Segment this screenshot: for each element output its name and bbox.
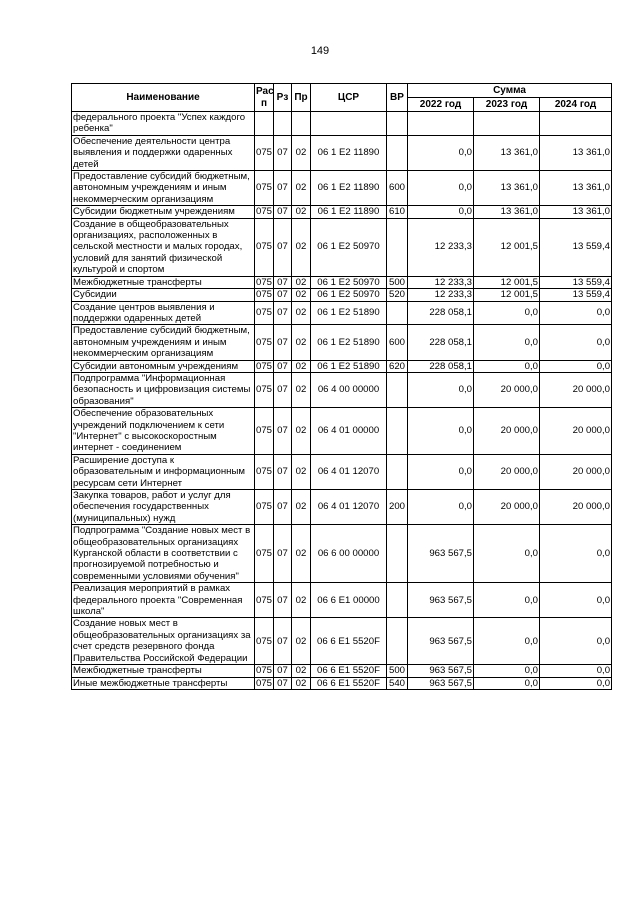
row-csr: 06 4 01 12070: [311, 490, 387, 525]
row-pr: 02: [292, 454, 311, 489]
row-rz: 07: [274, 618, 292, 665]
header-sum: Сумма: [408, 84, 612, 98]
row-name: Обеспечение деятельности центра выявления и поддержки одаренных детей: [72, 135, 255, 170]
row-csr: 06 4 01 12070: [311, 454, 387, 489]
row-name: Предоставление субсидий бюджетным, автономным учреждениям и иным некоммерческим организациям: [72, 171, 255, 206]
row-sum-2023: [474, 112, 540, 136]
row-pr: 02: [292, 325, 311, 360]
row-vr: [387, 135, 408, 170]
row-csr: 06 1 E2 50970: [311, 276, 387, 288]
row-sum-2022: 0,0: [408, 206, 474, 218]
row-pr: 02: [292, 665, 311, 677]
row-sum-2022: 228 058,1: [408, 325, 474, 360]
row-vr: [387, 454, 408, 489]
row-rz: 07: [274, 525, 292, 583]
row-rasp: 075: [255, 618, 274, 665]
row-sum-2022: 963 567,5: [408, 665, 474, 677]
row-name: Предоставление субсидий бюджетным, автономным учреждениям и иным некоммерческим организациям: [72, 325, 255, 360]
row-rz: 07: [274, 301, 292, 325]
table-row: [72, 525, 612, 583]
row-sum-2023: 0,0: [474, 301, 540, 325]
row-rz: 07: [274, 408, 292, 455]
row-sum-2024: [540, 112, 612, 136]
row-rz: 07: [274, 218, 292, 276]
row-name: Создание в общеобразовательных организациях, расположенных в сельской местности и малых городах, условий для занятий физической культурой и спортом: [72, 218, 255, 276]
row-rasp: 075: [255, 301, 274, 325]
table-row: [72, 583, 612, 618]
row-rasp: 075: [255, 583, 274, 618]
budget-table: [71, 83, 612, 690]
row-pr: 02: [292, 206, 311, 218]
table-row: [72, 372, 612, 407]
row-rasp: 075: [256, 677, 273, 689]
row-name: Субсидии бюджетным учреждениям: [72, 206, 255, 218]
row-name: Подпрограмма "Создание новых мест в общеобразовательных организациях Курганской области в соответствии с прогнозируемой потребностью и современными условиями обучения": [72, 525, 255, 583]
row-name: Субсидии: [72, 289, 255, 301]
row-rasp: 075: [255, 372, 274, 407]
row-pr: 02: [292, 218, 311, 276]
row-vr: 200: [387, 490, 408, 525]
row-vr: [387, 618, 408, 665]
row-pr: 02: [292, 490, 311, 525]
table-row: [72, 218, 612, 276]
row-sum-2024: 13 361,0: [540, 171, 612, 206]
row-csr: 06 1 E2 50970: [311, 218, 387, 276]
row-rasp: 075: [255, 325, 274, 360]
row-pr: 02: [292, 135, 311, 170]
row-sum-2022: 0,0: [408, 135, 474, 170]
row-vr: [387, 301, 408, 325]
row-sum-2023: 0,0: [474, 665, 540, 677]
row-sum-2022: 12 233,3: [408, 289, 474, 301]
row-rz: 07: [274, 490, 292, 525]
row-name: Межбюджетные трансферты: [72, 276, 255, 288]
row-pr: [292, 112, 311, 136]
row-csr: 06 6 E1 5520F: [311, 665, 387, 677]
table-row: [72, 171, 612, 206]
row-sum-2022: [408, 112, 474, 136]
row-pr: 02: [292, 289, 311, 301]
row-rz: 07: [274, 360, 292, 372]
row-sum-2024: 13 361,0: [540, 135, 612, 170]
header-year-2024: 2024 год: [540, 98, 612, 112]
row-rz: 07: [274, 677, 292, 689]
row-sum-2022: 12 233,3: [408, 276, 474, 288]
row-sum-2023: 13 361,0: [474, 206, 540, 218]
row-csr: 06 6 00 00000: [311, 525, 387, 583]
row-sum-2023: 20 000,0: [474, 372, 540, 407]
header-name: Наименование: [72, 84, 255, 112]
row-sum-2024: 20 000,0: [540, 372, 612, 407]
header-year-2022: 2022 год: [408, 98, 474, 112]
table-row: [72, 454, 612, 489]
row-vr: 600: [387, 325, 408, 360]
table-row: [72, 360, 612, 372]
row-csr: 06 4 01 00000: [311, 408, 387, 455]
row-pr: 02: [292, 171, 311, 206]
table-row: [72, 490, 612, 525]
row-rasp: [255, 112, 274, 136]
row-name: Расширение доступа к образовательным и информационным ресурсам сети Интернет: [72, 454, 255, 489]
row-sum-2022: 0,0: [408, 490, 474, 525]
row-sum-2022: 963 567,5: [408, 525, 474, 583]
row-vr: 540: [387, 677, 408, 689]
row-sum-2022: 0,0: [408, 171, 474, 206]
row-sum-2024: 13 559,4: [540, 276, 612, 288]
row-sum-2023: 0,0: [474, 525, 540, 583]
header-csr: ЦСР: [311, 84, 387, 112]
header-rz: Рз: [274, 84, 292, 112]
row-rz: 07: [274, 135, 292, 170]
row-sum-2024: 20 000,0: [540, 408, 612, 455]
row-vr: 620: [387, 360, 408, 372]
row-name: Межбюджетные трансферты: [72, 665, 255, 677]
row-pr: 02: [292, 583, 311, 618]
row-sum-2022: 963 567,5: [408, 618, 474, 665]
table-row: [72, 677, 612, 689]
row-csr: 06 1 E2 51890: [311, 325, 387, 360]
table-row: [72, 289, 612, 301]
row-csr: 06 6 E1 5520F: [311, 677, 387, 689]
row-sum-2022: 0,0: [408, 408, 474, 455]
row-sum-2023: 0,0: [474, 677, 540, 689]
row-sum-2022: 963 567,5: [408, 677, 474, 689]
row-csr: 06 1 E2 11890: [311, 206, 387, 218]
row-pr: 02: [292, 408, 311, 455]
row-rz: 07: [274, 372, 292, 407]
row-name: Создание новых мест в общеобразовательных организациях за счет средств резервного фонда Правительства Российской Федерации: [72, 618, 255, 665]
row-sum-2023: 13 361,0: [474, 171, 540, 206]
row-rasp: 075: [255, 171, 274, 206]
row-sum-2023: 20 000,0: [474, 408, 540, 455]
row-sum-2023: 13 361,0: [474, 135, 540, 170]
table-row: [72, 408, 612, 455]
row-sum-2024: 0,0: [540, 301, 612, 325]
row-rz: 07: [274, 325, 292, 360]
row-pr: 02: [292, 525, 311, 583]
row-sum-2022: 0,0: [408, 372, 474, 407]
row-csr: 06 1 E2 51890: [311, 360, 387, 372]
header-pr: Пр: [292, 84, 311, 112]
row-csr: 06 1 E2 11890: [311, 171, 387, 206]
table-row: [72, 112, 612, 136]
row-sum-2024: 0,0: [540, 677, 612, 689]
row-sum-2024: 13 559,4: [540, 289, 612, 301]
row-rasp: 075: [255, 490, 274, 525]
table-row: [72, 276, 612, 288]
row-rasp: 075: [255, 408, 274, 455]
row-sum-2023: 0,0: [474, 325, 540, 360]
row-sum-2023: 12 001,5: [474, 289, 540, 301]
header-year-2023: 2023 год: [474, 98, 540, 112]
row-vr: [387, 218, 408, 276]
row-sum-2024: 13 559,4: [540, 218, 612, 276]
row-rasp: 075: [256, 206, 273, 218]
row-csr: 06 1 E2 51890: [311, 301, 387, 325]
table-row: [72, 325, 612, 360]
row-name: Реализация мероприятий в рамках федерального проекта "Современная школа": [72, 583, 255, 618]
row-sum-2024: 20 000,0: [540, 490, 612, 525]
row-sum-2022: 228 058,1: [408, 301, 474, 325]
row-sum-2024: 20 000,0: [540, 454, 612, 489]
row-rasp: 075: [256, 665, 273, 677]
header-vr: ВР: [387, 84, 408, 112]
row-sum-2023: 0,0: [474, 360, 540, 372]
row-rz: 07: [274, 583, 292, 618]
row-rz: 07: [274, 665, 292, 677]
table-row: [72, 618, 612, 665]
row-pr: 02: [292, 677, 311, 689]
row-rz: [274, 112, 292, 136]
row-rasp: 075: [255, 525, 274, 583]
row-name: Подпрограмма "Информационная безопасность и цифровизация системы образования": [72, 372, 255, 407]
row-pr: 02: [292, 360, 311, 372]
row-sum-2022: 228 058,1: [408, 360, 474, 372]
row-vr: 520: [387, 289, 408, 301]
row-name: Иные межбюджетные трансферты: [72, 677, 255, 689]
row-rz: 07: [274, 454, 292, 489]
row-rz: 07: [274, 171, 292, 206]
row-vr: [387, 525, 408, 583]
row-sum-2022: 963 567,5: [408, 583, 474, 618]
header-rasp: Рас п: [255, 84, 274, 112]
row-pr: 02: [292, 276, 311, 288]
row-sum-2024: 13 361,0: [540, 206, 612, 218]
row-pr: 02: [292, 618, 311, 665]
table-row: [72, 301, 612, 325]
row-vr: [387, 408, 408, 455]
row-sum-2024: 0,0: [540, 525, 612, 583]
row-csr: 06 1 E2 11890: [311, 135, 387, 170]
row-vr: 600: [387, 171, 408, 206]
row-name: Закупка товаров, работ и услуг для обеспечения государственных (муниципальных) нужд: [72, 490, 255, 525]
row-csr: 06 6 E1 00000: [311, 583, 387, 618]
row-rz: 07: [274, 206, 292, 218]
row-pr: 02: [292, 372, 311, 407]
row-name: федерального проекта "Успех каждого ребенка": [72, 112, 255, 136]
row-csr: 06 1 E2 50970: [311, 289, 387, 301]
row-rasp: 075: [255, 135, 274, 170]
row-sum-2022: 12 233,3: [408, 218, 474, 276]
page-number: 149: [310, 45, 330, 57]
row-vr: 500: [387, 276, 408, 288]
row-rasp: 075: [256, 276, 273, 288]
row-rz: 07: [274, 289, 292, 301]
table-row: [72, 135, 612, 170]
table-row: [72, 665, 612, 677]
row-vr: [387, 112, 408, 136]
row-sum-2024: 0,0: [540, 325, 612, 360]
row-rz: 07: [274, 276, 292, 288]
row-sum-2024: 0,0: [540, 618, 612, 665]
row-vr: 610: [387, 206, 408, 218]
row-name: Создание центров выявления и поддержки одаренных детей: [72, 301, 255, 325]
row-sum-2023: 0,0: [474, 583, 540, 618]
row-name: Обеспечение образовательных учреждений подключением к сети "Интернет" с высокоскоростным интернет - соединением: [72, 408, 255, 455]
row-csr: [311, 112, 387, 136]
row-rasp: 075: [255, 218, 274, 276]
row-vr: [387, 372, 408, 407]
row-vr: [387, 583, 408, 618]
row-vr: 500: [387, 665, 408, 677]
row-sum-2023: 20 000,0: [474, 490, 540, 525]
row-sum-2022: 0,0: [408, 454, 474, 489]
row-sum-2024: 0,0: [540, 360, 612, 372]
row-pr: 02: [292, 301, 311, 325]
row-rasp: 075: [256, 289, 273, 301]
row-sum-2023: 0,0: [474, 618, 540, 665]
row-csr: 06 4 00 00000: [311, 372, 387, 407]
row-sum-2023: 12 001,5: [474, 276, 540, 288]
row-name: Субсидии автономным учреждениям: [72, 360, 255, 372]
row-sum-2024: 0,0: [540, 583, 612, 618]
table-row: [72, 206, 612, 218]
row-rasp: 075: [255, 454, 274, 489]
row-csr: 06 6 E1 5520F: [311, 618, 387, 665]
row-sum-2024: 0,0: [540, 665, 612, 677]
row-sum-2023: 20 000,0: [474, 454, 540, 489]
row-sum-2023: 12 001,5: [474, 218, 540, 276]
row-rasp: 075: [256, 360, 273, 372]
